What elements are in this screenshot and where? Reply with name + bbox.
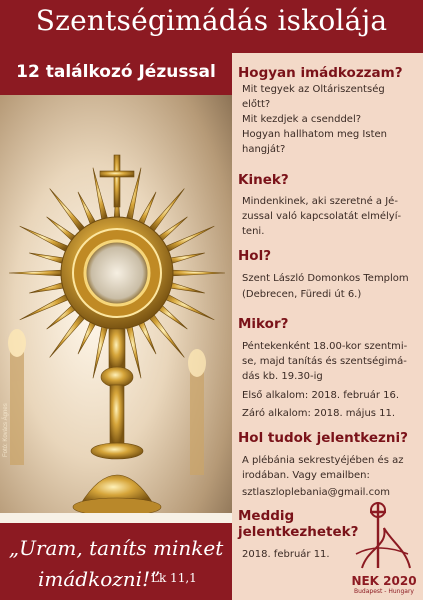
header-banner — [0, 0, 423, 53]
quote-line-1: „Uram, taníts minket — [8, 536, 224, 560]
subtitle-band — [0, 53, 232, 95]
section-heading-how-pray: Hogyan imádkozzam? — [238, 65, 403, 81]
logo-place: Budapest - Hungary — [354, 588, 414, 595]
monstrance-photo — [0, 53, 232, 523]
section-text: zussal való kapcsolatát elmélyí- — [242, 211, 402, 222]
section-heading-register: Hol tudok jelentkezni? — [238, 430, 408, 446]
section-heading-deadline-2: jelentkezhetek? — [238, 524, 359, 540]
subtitle: 12 találkozó Jézussal — [16, 62, 216, 82]
sunburst-ray — [167, 282, 205, 294]
section-text: Szent László Domonkos Templom — [242, 273, 409, 284]
section-text: se, majd tanítás és szentségimá- — [242, 356, 407, 367]
section-text: Első alkalom: 2018. február 16. — [242, 390, 400, 401]
monstrance-illustration — [0, 95, 232, 523]
sunburst-ray — [50, 312, 87, 358]
section-text: Záró alkalom: 2018. május 11. — [242, 408, 396, 419]
sunburst-ray — [29, 253, 67, 265]
contact-email: sztlaszloplebania@gmail.com — [242, 487, 390, 498]
sunburst-ray — [167, 253, 205, 265]
section-text: Péntekenként 18.00-kor szentmi- — [242, 341, 408, 352]
sunburst-ray — [50, 189, 87, 235]
sunburst-ray — [147, 189, 184, 235]
section-text: (Debrecen, Füredi út 6.) — [242, 289, 362, 300]
section-heading-where: Hol? — [238, 248, 272, 264]
logo-name: NEK 2020 — [351, 574, 417, 588]
sunburst-ray — [147, 312, 184, 358]
section-text: teni. — [242, 226, 265, 237]
section-text: irodában. Vagy emailben: — [242, 470, 370, 481]
section-heading-deadline-1: Meddig — [238, 508, 295, 524]
section-text: Hogyan hallhatom meg Isten — [242, 129, 387, 140]
section-text: Mindenkinek, aki szeretné a Jé- — [242, 196, 398, 207]
deadline-date: 2018. február 11. — [242, 549, 330, 560]
section-text: előtt? — [242, 99, 271, 110]
section-text: hangját? — [242, 144, 286, 155]
nek-2020-logo — [348, 498, 420, 598]
section-text: A plébánia sekrestyéjében és az — [242, 455, 404, 466]
section-text: Mit tegyek az Oltáriszentség — [242, 84, 385, 95]
quote-line-2: imádkozni!” — [38, 567, 161, 591]
sunburst-ray — [9, 270, 65, 276]
quote-reference: Lk 11,1 — [151, 571, 197, 585]
section-text: dás kb. 19.30-ig — [242, 371, 323, 382]
section-heading-when: Mikor? — [238, 316, 289, 332]
photo-credit: Fotó: Kovács Ágnes — [3, 403, 9, 457]
quote-band — [0, 523, 232, 600]
section-heading-for-whom: Kinek? — [238, 172, 289, 188]
sunburst-ray — [169, 270, 225, 276]
sunburst-ray — [29, 282, 67, 294]
page-title: Szentségimádás iskolája — [35, 4, 388, 37]
nek-logo-icon — [348, 498, 420, 574]
section-text: Mit kezdjek a csenddel? — [242, 114, 362, 125]
